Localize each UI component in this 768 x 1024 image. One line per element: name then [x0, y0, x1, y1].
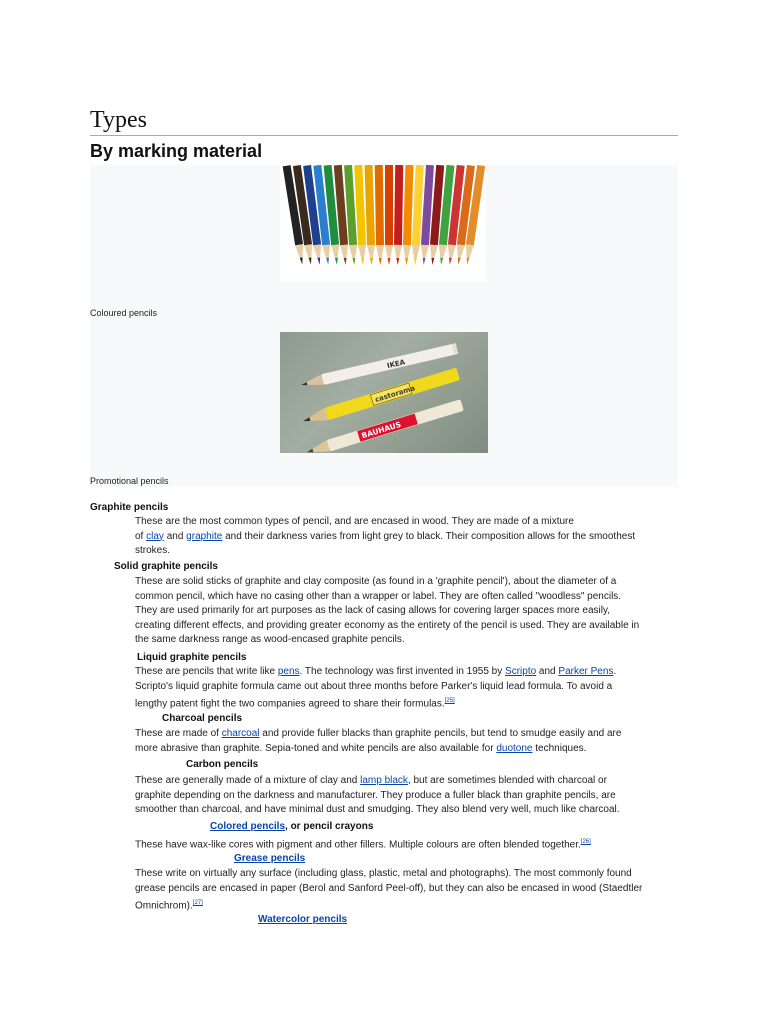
link-charcoal[interactable]: charcoal: [221, 728, 260, 739]
link-colored-pencils[interactable]: Colored pencils: [210, 821, 286, 832]
link-graphite[interactable]: graphite: [186, 530, 223, 542]
coloured-pencils-image[interactable]: [280, 165, 486, 282]
term-watercolor-pencils: [258, 914, 347, 925]
definition-colored-pencils: These have wax-like cores with pigment and other fillers. Multiple colours are often blended together.[26]: [135, 839, 591, 851]
definition-solid-graphite-pencils: These are solid sticks of graphite and clay composite (as found in a 'graphite pencil'), about the diameter of a common pencil, which have no casing other than a wrapper or label. They are often called "woodless" pencils. They are used primarily for art purposes as the lack of casing allows for covering larger spaces more easily, creating different effects, and providing greater economy as the entirety of the pencil is used. They are available in the same darkness range as wood-encased graphite pencils.: [135, 576, 640, 646]
definition-grease-pencils: These write on virtually any surface (including glass, plastic, metal and photographs). The most commonly found grease pencils are encased in paper (Berol and Sanford Peel-off), but they can also be encased in wood (Staedtler Omnichrom).[27]: [135, 868, 643, 912]
link-pens[interactable]: pens: [277, 666, 300, 677]
link-clay[interactable]: clay: [146, 530, 164, 542]
link-scripto[interactable]: Scripto: [505, 666, 537, 677]
citation-link[interactable]: [25]: [444, 698, 455, 705]
citation-link[interactable]: [27]: [192, 900, 203, 907]
term-colored-pencils: Colored pencils, or pencil crayons: [210, 821, 374, 832]
subsection-heading: By marking material: [90, 141, 263, 161]
link-duotone[interactable]: duotone: [496, 742, 533, 754]
castorama-logo-text: castorama: [374, 384, 416, 404]
definition-graphite-pencils: These are the most common types of pencil, and are encased in wood. They are made of a mixture of clay and graphite and their darkness varies from light grey to black. Their composition allows for the smoothest strokes.: [135, 516, 636, 557]
bauhaus-logo-text: BAUHAUS: [360, 419, 403, 441]
definition-carbon-pencils: These are generally made of a mixture of clay and lamp black, but are sometimes blended with charcoal or graphite depending on the darkness and manufacturer. They produce a fuller black than graphite pencils, are smoother than charcoal, and have minimal dust and smudging. They also blend very well, much like charcoal.: [135, 775, 620, 816]
term-charcoal-pencils: Charcoal pencils: [162, 713, 243, 724]
link-watercolor-pencils[interactable]: Watercolor pencils: [258, 914, 348, 925]
ikea-logo-text: IKEA: [386, 358, 406, 371]
term-solid-graphite-pencils: Solid graphite pencils: [114, 561, 218, 572]
image-caption: Coloured pencils: [90, 308, 158, 318]
section-heading: Types: [90, 106, 678, 136]
definition-charcoal-pencils: These are made of charcoal and provide fuller blacks than graphite pencils, but tend to smudge easily and are more abrasive than graphite. Sepia-toned and white pencils are also available for duotone techniques.: [135, 728, 622, 754]
image-gallery: [90, 165, 678, 487]
term-liquid-graphite-pencils: Liquid graphite pencils: [137, 652, 247, 663]
link-lamp-black[interactable]: lamp black: [360, 775, 408, 786]
link-grease-pencils[interactable]: Grease pencils: [234, 853, 306, 864]
term-carbon-pencils: Carbon pencils: [186, 759, 259, 770]
image-caption: Promotional pencils: [90, 476, 169, 486]
link-parker-pens[interactable]: Parker Pens: [558, 666, 614, 677]
term-grease-pencils: [234, 853, 305, 864]
citation-link[interactable]: [26]: [580, 839, 591, 845]
definition-liquid-graphite-pencils: These are pencils that write like pens. The technology was first invented in 1955 by Scripto and Parker Pens. Scripto's liquid graphite formula came out about three months before Parker's liquid lead formula. To avoid a lengthy patent fight the two companies agreed to share their formulas.[25]: [135, 666, 617, 710]
promotional-pencils-image[interactable]: [280, 332, 488, 453]
term-graphite-pencils: Graphite pencils: [90, 502, 169, 513]
